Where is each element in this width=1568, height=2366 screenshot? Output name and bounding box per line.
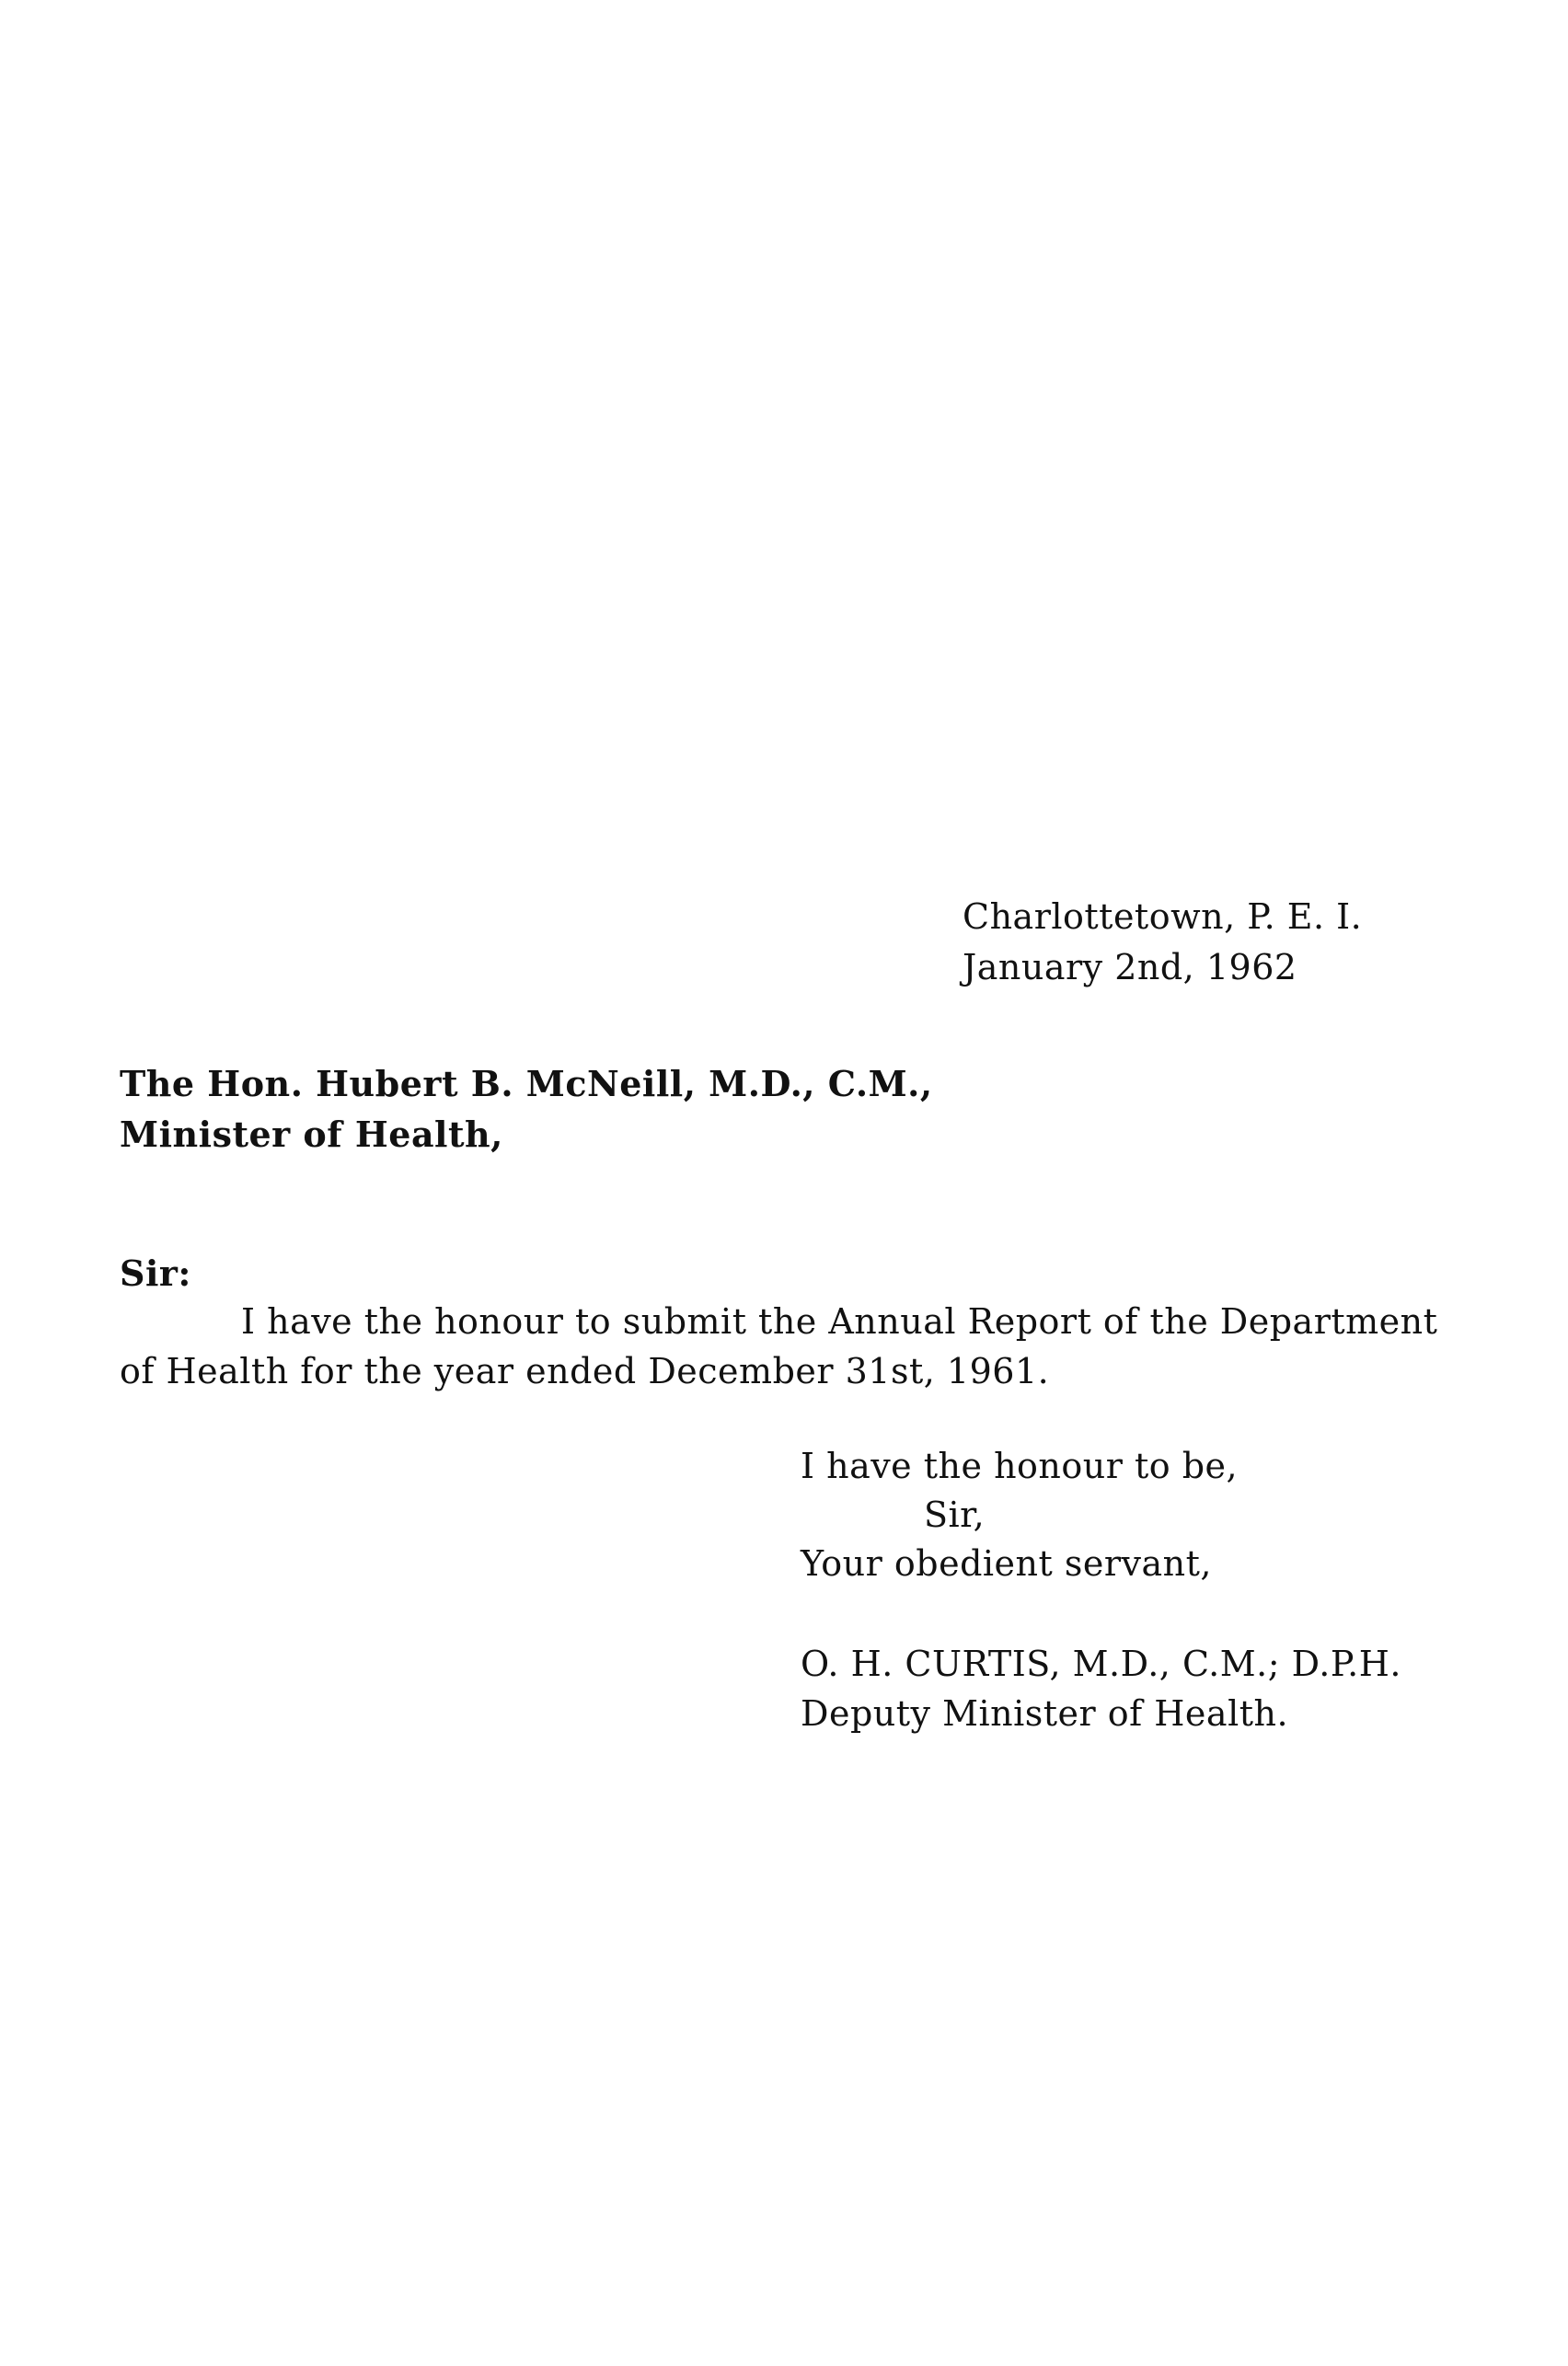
dateline-date: January 2nd, 1962 [963,947,1297,987]
body-line-1: I have the honour to submit the Annual Report of the Department [241,1301,1438,1342]
closing-line-3: Your obedient servant, [801,1543,1212,1584]
signature-name: O. H. CURTIS, M.D., C.M.; D.P.H. [801,1644,1401,1684]
closing-line-1: I have the honour to be, [801,1446,1239,1486]
dateline-place: Charlottetown, P. E. I. [963,896,1363,937]
closing-line-2: Sir, [924,1495,986,1535]
body-line-2: of Health for the year ended December 31st, 1961. [120,1351,1050,1391]
signature-title: Deputy Minister of Health. [801,1693,1289,1734]
addressee-name: The Hon. Hubert B. McNeill, M.D., C.M., [120,1063,933,1104]
addressee-title: Minister of Health, [120,1114,503,1155]
salutation: Sir: [120,1252,191,1294]
